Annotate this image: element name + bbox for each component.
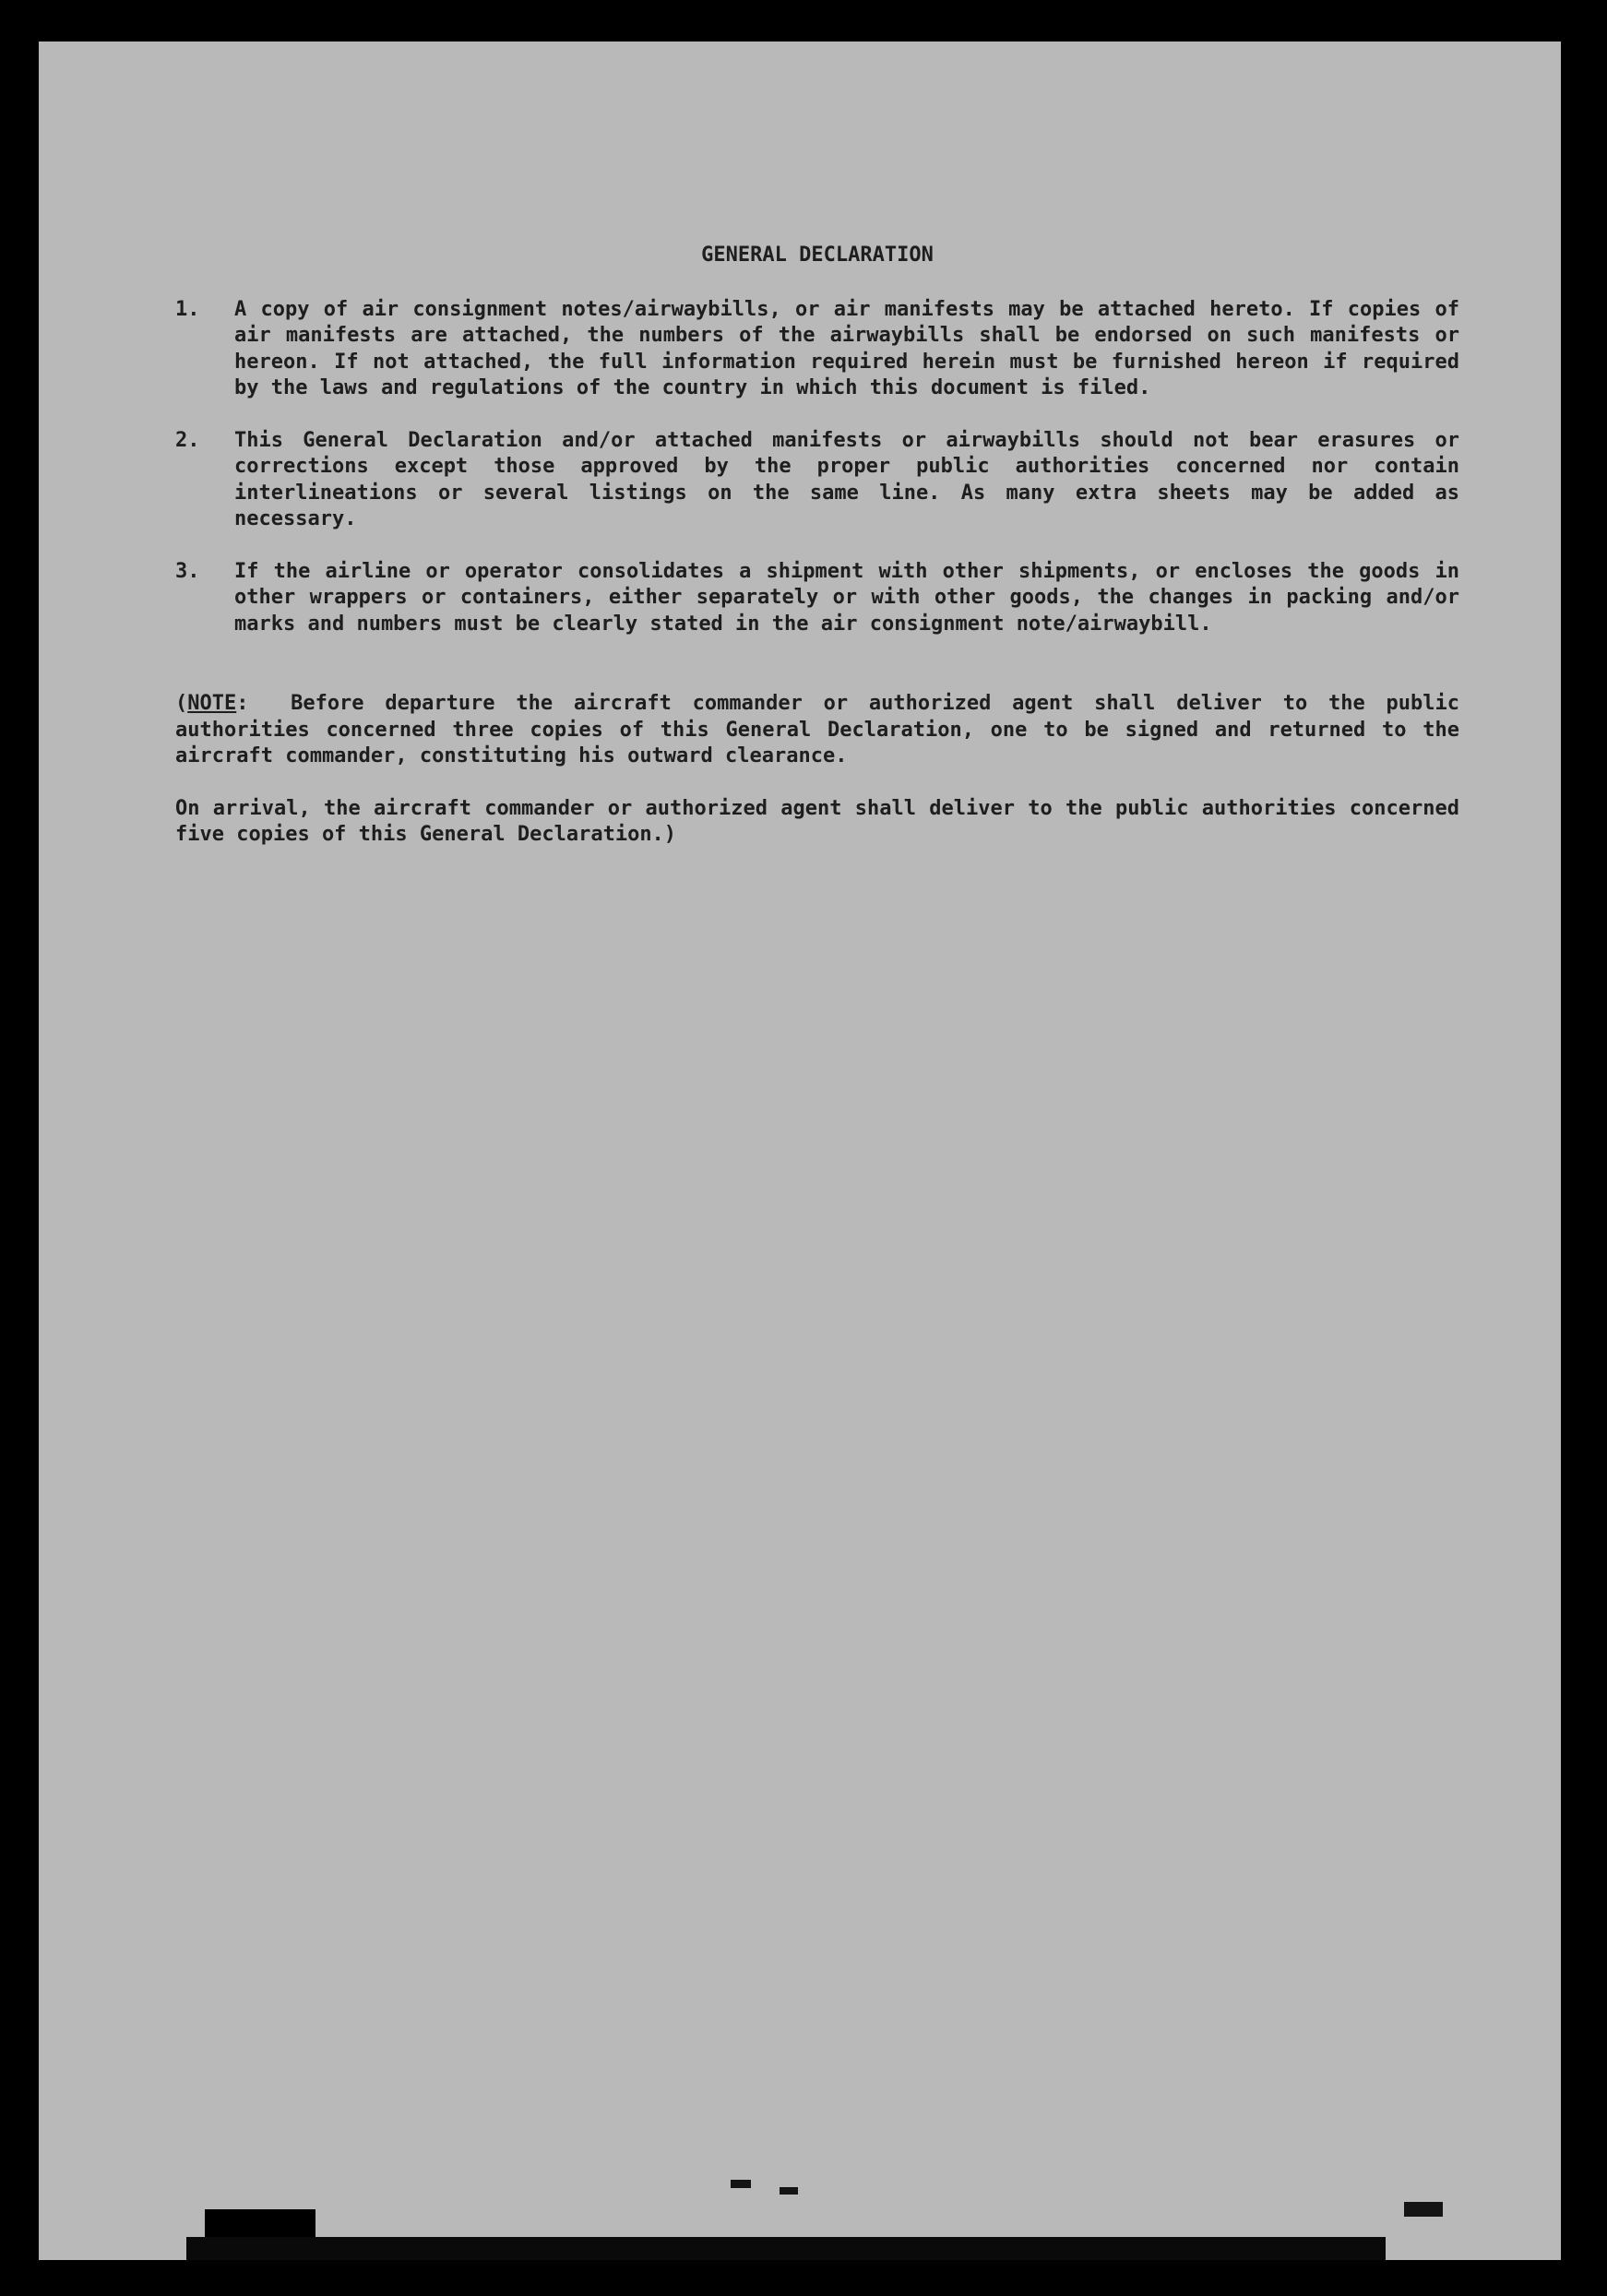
item-number: 3.	[175, 559, 200, 583]
note-text: Before departure the aircraft commander or authorized agent shall deliver to the public authorities concerned three copies of this General Declaration, one to be signed and returned to the aircraft commander, constituting his outward clearance.	[175, 692, 1459, 767]
item-text: A copy of air consignment notes/airwaybills, or air manifests may be attached hereto. If copies of air manifests are attached, the numbers of the airwaybills shall be endorsed on such manifests or hereon. If not attached, the full information required herein must be furnished hereon if required by the laws and regulations of the country in which this document is filed.	[234, 297, 1459, 399]
item-number: 2.	[175, 428, 200, 452]
item-number: 1.	[175, 297, 200, 321]
note-label: NOTE	[187, 692, 237, 715]
list-item	[175, 559, 1459, 638]
note-colon: :	[236, 692, 249, 715]
document-page	[39, 42, 1561, 2260]
document-body	[175, 243, 1459, 849]
item-text: This General Declaration and/or attached manifests or airwaybills should not bear erasures or corrections except those approved by the proper public authorities concerned nor contain interlineations or several listings on the same line. As many extra sheets may be added as necessary.	[234, 428, 1459, 530]
note-paragraph	[175, 691, 1459, 770]
document-title: GENERAL DECLARATION	[701, 244, 934, 267]
scan-speck	[186, 2237, 1386, 2260]
item-text: If the airline or operator consolidates a shipment with other shipments, or encloses the goods in other wrappers or containers, either separately or with other goods, the changes in packing and/or marks and numbers must be clearly stated in the air consignment note/airwaybill.	[234, 559, 1459, 636]
scan-speck	[780, 2187, 798, 2195]
arrival-paragraph: On arrival, the aircraft commander or authorized agent shall deliver to the public authorities concerned five copies of this General Declaration.)	[175, 796, 1459, 846]
list-item	[175, 428, 1459, 533]
scan-speck	[1404, 2202, 1443, 2217]
note-open-paren: (	[175, 692, 188, 715]
scan-speck	[731, 2180, 751, 2188]
list-item	[175, 297, 1459, 402]
